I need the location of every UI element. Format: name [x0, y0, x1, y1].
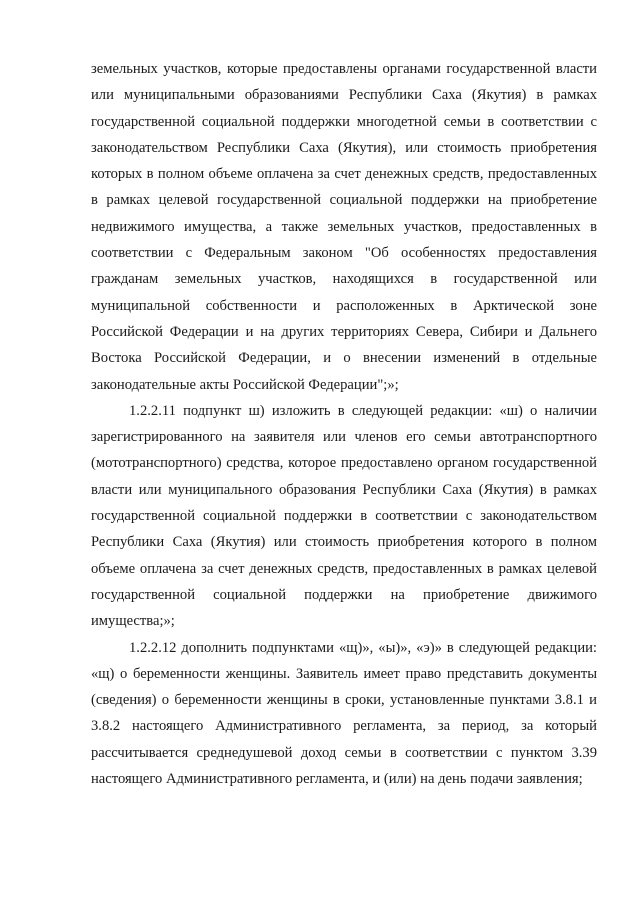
paragraph-1-2-2-12: 1.2.2.12 дополнить подпунктами «щ)», «ы)», «э)» в следующей редакции: «щ) о беременности женщины. Заявитель имеет право представить документы (сведения) о беременности женщины в сроки, установленные пунктами 3.8.1 и 3.8.2 настоящего Административного регламента, за период, за который рассчитывается среднедушевой доход семьи в соответствии с пунктом 3.39 настоящего Административного регламента, и (или) на день подачи заявления; [91, 639, 597, 788]
paragraph-land-plots: земельных участков, которые предоставлены органами государственной власти или муниципальными образованиями Республики Саха (Якутия) в рамках государственной социальной поддержки многодетной семьи в соответствии с законодательством Республики Саха (Якутия), или стоимость приобретения которых в полном объеме оплачена за счет денежных средств, предоставленных в рамках целевой государственной социальной поддержки на приобретение недвижимого имущества, а также земельных участков, предоставленных в соответствии с Федеральным законом "Об особенностях предоставления гражданам земельных участков, находящихся в государственной или муниципальной собственности и расположенных в Арктической зоне Российской Федерации и на других территориях Севера, Сибири и Дальнего Востока Российской Федерации, и о внесении изменений в отдельные законодательные акты Российской Федерации";»; [91, 61, 597, 393]
document-page [91, 56, 597, 792]
paragraph-1-2-2-11: 1.2.2.11 подпункт ш) изложить в следующей редакции: «ш) о наличии зарегистрированного на заявителя или членов его семьи автотранспортного (мототранспортного) средства, которое предоставлено органом государственной власти или муниципального образования Республики Саха (Якутия) в рамках государственной социальной поддержки в соответствии с законодательством Республики Саха (Якутия) или стоимость приобретения которого в полном объеме оплачена за счет денежных средств, предоставленных в рамках целевой государственной социальной поддержки на приобретение движимого имущества;»; [91, 402, 597, 630]
